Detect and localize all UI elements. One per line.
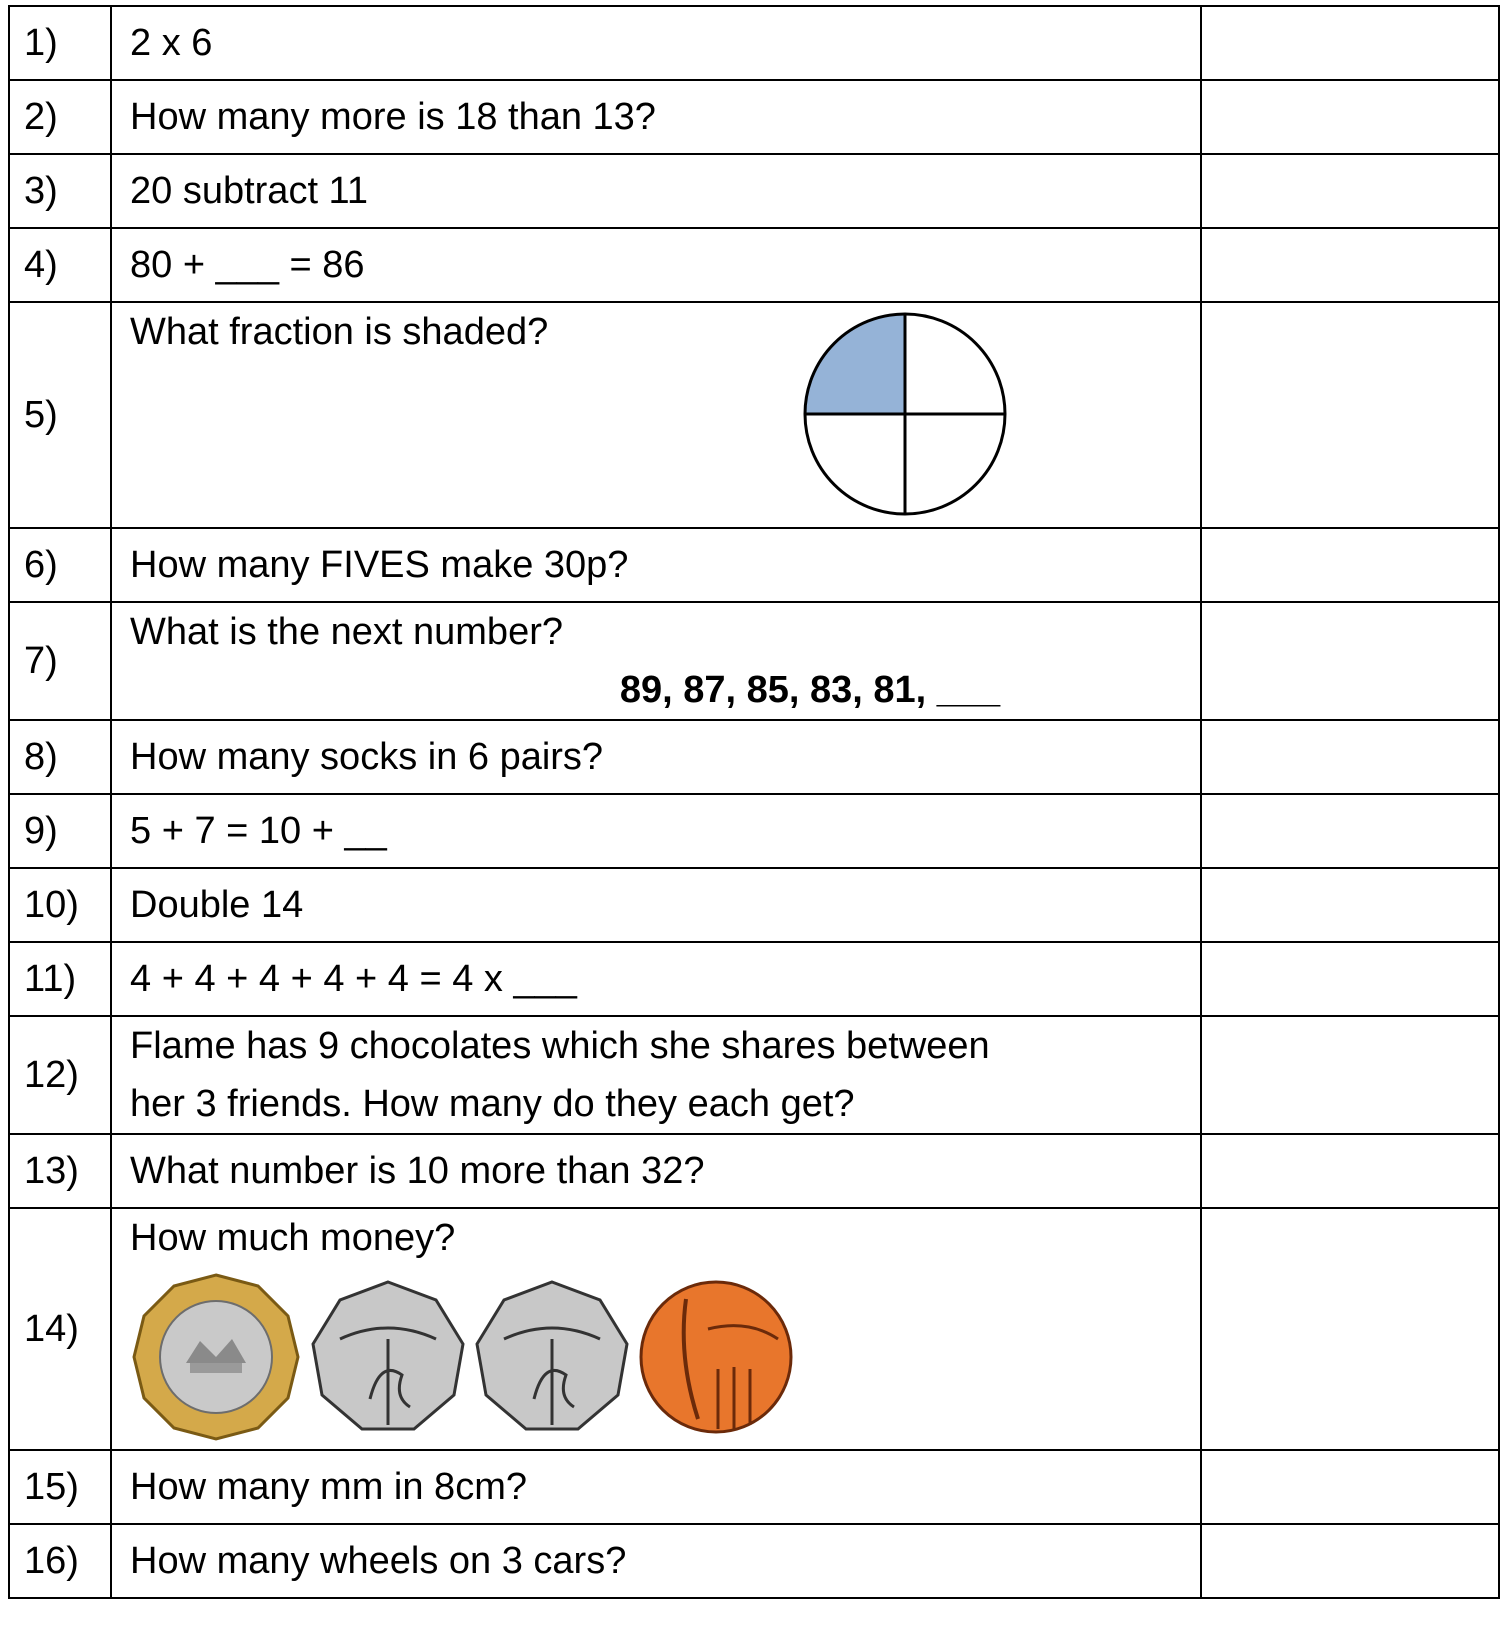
- answer-box[interactable]: [1201, 228, 1499, 302]
- question-row: [9, 302, 1499, 528]
- question-table: [8, 5, 1500, 1599]
- question-number: 1): [9, 6, 111, 80]
- question-text: 5 + 7 = 10 + __: [111, 794, 1201, 868]
- answer-box[interactable]: [1201, 1134, 1499, 1208]
- question-row: [9, 602, 1499, 720]
- one-penny-coin-icon: [638, 1279, 794, 1435]
- question-text: How many FIVES make 30p?: [111, 528, 1201, 602]
- question-text: How many mm in 8cm?: [111, 1450, 1201, 1524]
- one-pound-coin-icon: [130, 1271, 302, 1443]
- answer-box[interactable]: [1201, 868, 1499, 942]
- question-cell: [111, 1208, 1201, 1450]
- question-number: 14): [9, 1208, 111, 1450]
- question-text: What is the next number?: [130, 611, 563, 653]
- answer-box[interactable]: [1201, 6, 1499, 80]
- answer-box[interactable]: [1201, 154, 1499, 228]
- question-cell: [111, 602, 1201, 720]
- question-row: [9, 1016, 1499, 1134]
- coin-row: [130, 1271, 1200, 1449]
- answer-box[interactable]: [1201, 794, 1499, 868]
- question-row: [9, 528, 1499, 602]
- question-row: [9, 1208, 1499, 1450]
- answer-box[interactable]: [1201, 80, 1499, 154]
- question-number: 2): [9, 80, 111, 154]
- question-text: How many wheels on 3 cars?: [111, 1524, 1201, 1598]
- question-text: 4 + 4 + 4 + 4 + 4 = 4 x ___: [111, 942, 1201, 1016]
- question-number: 5): [9, 302, 111, 528]
- question-cell: [111, 302, 1201, 528]
- answer-box[interactable]: [1201, 720, 1499, 794]
- answer-box[interactable]: [1201, 1208, 1499, 1450]
- question-number: 8): [9, 720, 111, 794]
- question-text: 2 x 6: [111, 6, 1201, 80]
- answer-box[interactable]: [1201, 1016, 1499, 1134]
- answer-box[interactable]: [1201, 942, 1499, 1016]
- question-text: What fraction is shaded?: [130, 311, 549, 353]
- question-number: 3): [9, 154, 111, 228]
- question-text: Double 14: [111, 868, 1201, 942]
- question-number: 16): [9, 1524, 111, 1598]
- question-text: How much money?: [130, 1217, 456, 1259]
- question-number: 7): [9, 602, 111, 720]
- question-row: [9, 1524, 1499, 1598]
- question-text: How many socks in 6 pairs?: [111, 720, 1201, 794]
- question-row: [9, 1134, 1499, 1208]
- question-number: 10): [9, 868, 111, 942]
- question-row: [9, 720, 1499, 794]
- question-row: [9, 1450, 1499, 1524]
- answer-box[interactable]: [1201, 602, 1499, 720]
- question-row: [9, 6, 1499, 80]
- answer-box[interactable]: [1201, 1450, 1499, 1524]
- question-text-continued: her 3 friends. How many do they each get?: [130, 1083, 855, 1125]
- question-row: [9, 154, 1499, 228]
- question-text: How many more is 18 than 13?: [111, 80, 1201, 154]
- question-row: [9, 80, 1499, 154]
- question-row: [9, 942, 1499, 1016]
- twenty-pence-coin-icon: [310, 1279, 466, 1435]
- question-row: [9, 228, 1499, 302]
- question-text: 20 subtract 11: [111, 154, 1201, 228]
- number-sequence: 89, 87, 85, 83, 81, ___: [619, 669, 1001, 711]
- question-cell: [111, 1016, 1201, 1134]
- question-number: 4): [9, 228, 111, 302]
- question-row: [9, 868, 1499, 942]
- question-row: [9, 794, 1499, 868]
- answer-box[interactable]: [1201, 528, 1499, 602]
- twenty-pence-coin-icon: [474, 1279, 630, 1435]
- fraction-circle-icon: [802, 311, 1008, 517]
- answer-box[interactable]: [1201, 302, 1499, 528]
- question-number: 15): [9, 1450, 111, 1524]
- question-text: 80 + ___ = 86: [111, 228, 1201, 302]
- question-text: What number is 10 more than 32?: [111, 1134, 1201, 1208]
- question-number: 11): [9, 942, 111, 1016]
- question-text: Flame has 9 chocolates which she shares between: [130, 1025, 990, 1067]
- question-number: 6): [9, 528, 111, 602]
- question-number: 9): [9, 794, 111, 868]
- question-number: 13): [9, 1134, 111, 1208]
- question-number: 12): [9, 1016, 111, 1134]
- answer-box[interactable]: [1201, 1524, 1499, 1598]
- worksheet: [8, 5, 1496, 1599]
